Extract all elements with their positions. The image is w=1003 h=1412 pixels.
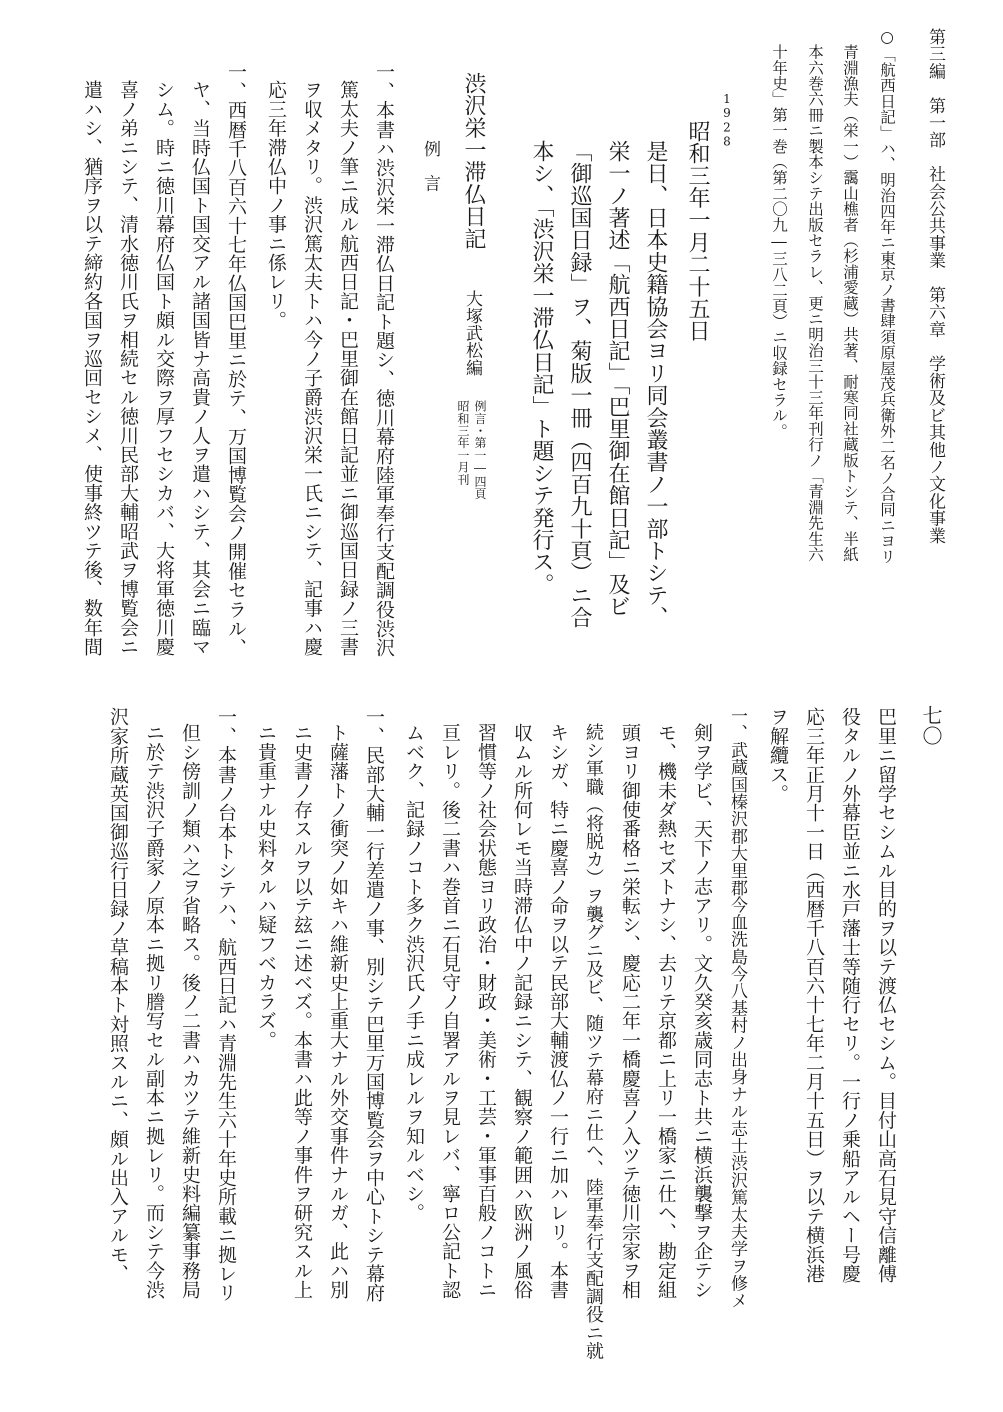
body-line: ニ於テ渋沢子爵家ノ原本ニ拠リ謄写セル副本ニ拠レリ。而シテ今渋 (143, 723, 165, 1299)
entry-line: 是日、日本史籍協会ヨリ同会叢書ノ一部トシテ、 (643, 140, 668, 629)
body-line: ニ史書ノ存スルヲ以テ玆ニ述ベズ。本書ハ此等ノ事件ヲ研究スル上 (291, 723, 313, 1299)
body-line: 剣ヲ学ビ、天下ノ志アリ。文久癸亥歳同志ト共ニ横浜襲撃ヲ企テシ (691, 723, 713, 1299)
body-line: 頭ヨリ御使番格ニ栄転シ、慶応二年一橋慶喜ノ入ツテ徳川宗家ヲ相 (619, 723, 641, 1299)
body-line: ト薩藩トノ衝突ノ如キハ維新史上重大ナル外交事件ナルガ、此ハ別 (327, 723, 349, 1299)
body-line: 一、本書ハ渋沢栄一滞仏日記ト題シ、徳川幕府陸軍奉行支配調役渋沢 (373, 62, 395, 658)
body-line: キシガ、特ニ慶喜ノ命ヲ以テ民部大輔渡仏ノ一行ニ加ハレリ。本書 (547, 723, 569, 1299)
section-heading: 例 言 (420, 140, 440, 192)
year-label: 1928 (720, 92, 734, 149)
body-line: 亘レリ。後二書ハ巻首ニ石見守ノ自署アルヲ見レバ、寧ロ公記ト認 (439, 723, 461, 1299)
book-ref-2: 昭和三年一月刊 (456, 400, 470, 486)
entry-line: 「御巡国日録」ヲ、菊版一冊（四百九十頁）ニ合 (567, 140, 592, 629)
note-line: ○「航西日記」ハ、明治四年ニ東京ノ書肆須原屋茂兵衛外二名ノ合同ニヨリ (878, 28, 896, 565)
body-line: 続シ軍職（将脱カ）ヲ襲グニ及ビ、随ツテ幕府ニ仕ヘ、陸軍奉行支配調役ニ就 (583, 723, 604, 1360)
body-line: 役タルノ外幕臣並ニ水戸藩士等随行セリ。一行ノ乗船アルヘー号慶 (839, 707, 861, 1283)
body-line: 一、西暦千八百六十七年仏国巴里ニ於テ、万国博覧会ノ開催セラル、 (225, 62, 247, 658)
body-line: ムベク、記録ノコト多ク渋沢氏ノ手ニ成レルヲ知ルベシ。 (403, 723, 425, 1223)
note-line: 十年史」第一巻（第二〇九―三八二頁）ニ収録セラル。 (770, 44, 788, 439)
body-line: 篤太夫ノ筆ニ成ル航西日記・巴里御在館日記並ニ御巡国日録ノ三書 (337, 80, 359, 656)
body-line: モ、機未ダ熱セズトナシ、去リテ京都ニ上リ一橋家ニ仕ヘ、勘定組 (655, 723, 677, 1299)
body-line: 一、武蔵国榛沢郡大里郡今血洗島今八基村ノ出身ナル志士渋沢篤太夫学ヲ修メ (727, 707, 747, 1309)
body-line: ニ貴重ナル史料タルハ疑フベカラズ。 (255, 723, 277, 1050)
page-number: 七〇 (919, 705, 943, 746)
body-line: 応三年滞仏中ノ事ニ係レリ。 (265, 80, 287, 330)
entry-line: 本シ、「渋沢栄一滞仏日記」ト題シテ発行ス。 (529, 140, 554, 596)
body-line: 遣ハシ、猶序ヲ以テ締約各国ヲ巡回セシメ、使事終ツテ後、数年間 (81, 80, 103, 656)
body-line: ヲ収メタリ。渋沢篤太夫トハ今ノ子爵渋沢栄一氏ニシテ、記事ハ慶 (301, 80, 323, 656)
book-title: 渋沢栄一滞仏日記 (461, 72, 486, 250)
body-line: 習慣等ノ社会状態ヨリ政治・財政・美術・工芸・軍事百般ノコトニ (475, 723, 497, 1299)
body-line: 収ムル所何レモ当時滞仏中ノ記録ニシテ、観察ノ範囲ハ欧洲ノ風俗 (511, 723, 533, 1299)
body-line: 喜ノ弟ニシテ、清水徳川氏ヲ相続セル徳川民部大輔昭武ヲ博覧会ニ (117, 80, 139, 656)
book-ref-1: 例言・第一―四頁 (473, 400, 487, 500)
entry-line: 栄一ノ著述「航西日記」「巴里御在館日記」及ビ (605, 140, 630, 618)
body-line: 沢家所蔵英国御巡行日録ノ草稿本ト対照スルニ、頗ル出入アルモ、 (107, 707, 129, 1283)
book-editor: 大塚武松編 (462, 290, 482, 376)
body-line: 一、本書ノ台本トシテハ、航西日記ハ青淵先生六十年史所載ニ拠レリ (215, 707, 237, 1303)
body-line: 一、民部大輔一行差遣ノ事、別シテ巴里万国博覧会ヲ中心トシテ幕府 (363, 707, 385, 1303)
running-head: 第三編 第一部 社会公共事業 第六章 学術及ビ其他ノ文化事業 (925, 28, 945, 544)
body-line: シム。時ニ徳川幕府仏国ト頗ル交際ヲ厚フセシカバ、大将軍徳川慶 (153, 80, 175, 656)
entry-date: 昭和三年一月二十五日 (685, 120, 710, 342)
note-line: 青淵漁夫（栄一）靄山樵者（杉浦愛蔵）共著、耐寒同社蔵版トシテ、半紙 (841, 44, 859, 563)
body-line: ヲ解纜ス。 (767, 707, 789, 803)
body-line: ヤ、当時仏国ト国交アル諸国皆ナ高貴ノ人ヲ遣ハシテ、其会ニ臨マ (189, 80, 211, 656)
body-line: 但シ傍訓ノ類ハ之ヲ省略ス。後ノ二書ハカツテ維新史料編纂事務局 (179, 723, 201, 1299)
body-line: 巴里ニ留学セシムル目的ヲ以テ渡仏セシム。目付山高石見守信離傅 (875, 707, 897, 1283)
body-line: 応三年正月十一日（西暦千八百六十七年二月十五日）ヲ以テ横浜港 (803, 707, 825, 1283)
note-line: 本六巻六冊ニ製本シテ出版セラレ、更ニ明治三十三年刊行ノ「青淵先生六 (806, 44, 824, 563)
